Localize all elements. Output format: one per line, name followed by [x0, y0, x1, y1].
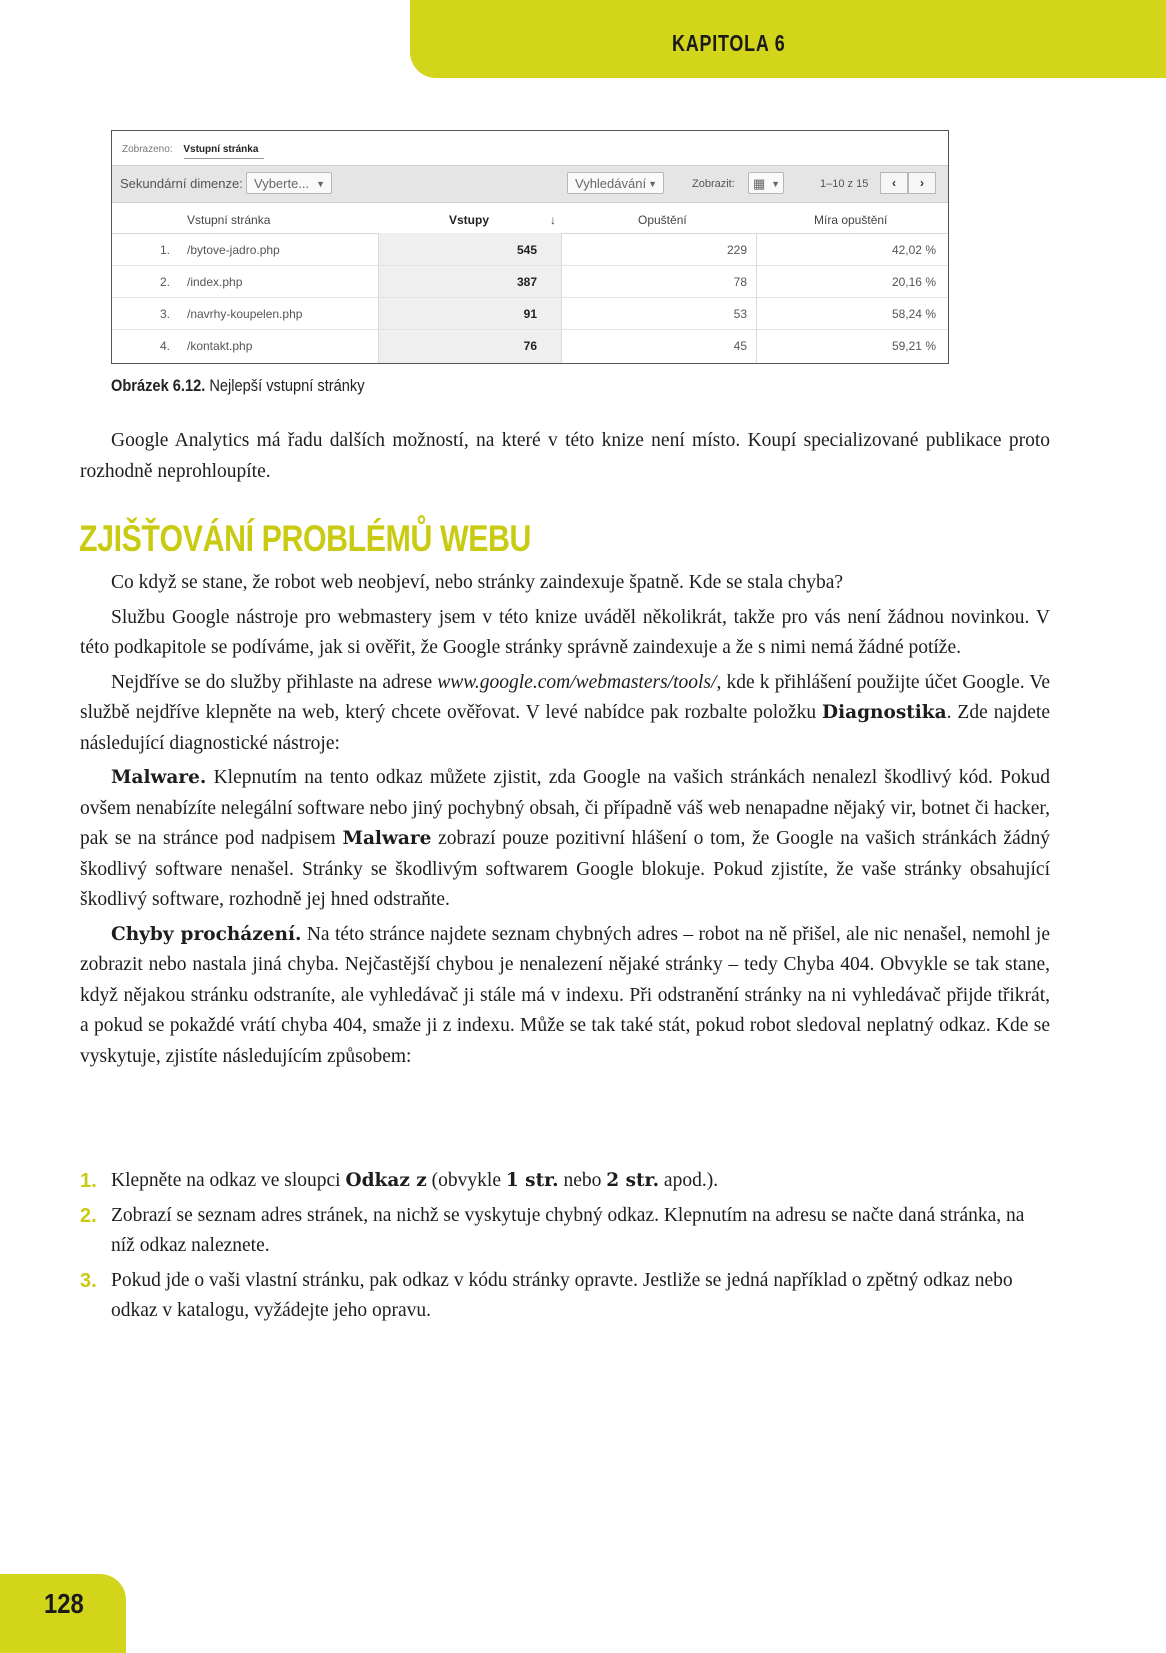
- column-entries[interactable]: Vstupy: [449, 213, 490, 227]
- row-exit-rate: 59,21 %: [891, 339, 936, 353]
- text-run: , kde k přihlášení použijte účet Google. Ve službě nejdříve klepněte na web, který chcete ověřovat. V levé nabídce pak rozbalte položku: [80, 671, 1050, 723]
- row-page-link[interactable]: /bytove-jadro.php: [187, 243, 280, 257]
- text-run: Na této stránce najdete seznam chybných adres – robot na ně přišel, ale nic nenašel, nemohl je zobrazit nebo nastala jiná chyba. Nejčastější chybou je nenalezení nějaké stránky – tedy Chyba 404. Obvykle se tak stane, když nějakou stránku odstraníte, ale vyhledávač ji stále má v indexu. Při odstranění stránky na ni vyhledávač přijde třikrát, a pokud se pokaždé vrátí chyba 404, smaže ji z indexu. Může se tak také stát, pokud robot sledoval neplatný odkaz. Kde se vyskytuje, zjistíte následujícím způsobem:: [80, 923, 1051, 1067]
- row-exits: 45: [733, 339, 747, 353]
- row-exits: 229: [726, 243, 747, 257]
- table-toolbar: [112, 165, 948, 203]
- paragraph: Službu Google nástroje pro webmastery jsem v této knize uváděl několikrát, takže pro vás není žádnou novinkou. V této podkapitole se podíváme, jak si ověřit, že Google stránky správně zaindexuje a že s nimi nemá žádné potíže.: [80, 606, 1050, 658]
- caret-down-icon: ▼: [771, 179, 780, 189]
- bold-term: 2 str.: [606, 1170, 660, 1191]
- column-exit-rate[interactable]: Míra opuštění: [814, 213, 888, 227]
- diagnostika-term: Diagnostika: [822, 702, 947, 723]
- caption-text: Nejlepší vstupní stránky: [209, 376, 365, 395]
- row-entries: 545: [516, 243, 537, 257]
- figure-caption: [111, 376, 365, 396]
- paragraph: [80, 668, 1050, 760]
- chevron-left-icon: ‹: [892, 176, 896, 190]
- caret-down-icon: ▼: [648, 179, 657, 189]
- paragraph: Co když se stane, že robot web neobjeví, nebo stránky zaindexuje špatně. Kde se stala chyba?: [111, 572, 844, 593]
- text-run: zobrazí pouze pozitivní hlášení o tom, že Google na vašich stránkách žádný škodlivý software nenašel. Stránky se škodlivým softwarem Google blokuje. Pokud zjistíte, že vaše stránky obsahující škodlivý software, rozhodně jej hned odstraňte.: [80, 828, 1050, 910]
- row-number: 4.: [160, 339, 171, 353]
- column-exits[interactable]: Opuštění: [638, 213, 687, 227]
- steps-list: [80, 1166, 1050, 1331]
- active-indicator: [184, 158, 264, 159]
- view-mode-label: Zobrazit:: [692, 178, 735, 190]
- secondary-dimension-value: Vyberte...: [254, 176, 310, 191]
- intro-text: Google Analytics má řadu dalších možností, na které v této knize není místo. Koupí specializované publikace proto rozhodně neprohloupíte.: [80, 430, 1050, 482]
- text-run: (obvykle: [426, 1170, 506, 1191]
- step-text: Pokud jde o vaši vlastní stránku, pak odkaz v kódu stránky opravte. Jestliže se jedná například o zpětný odkaz nebo odkaz v katalogu, vyžádejte jeho opravu.: [111, 1269, 1013, 1321]
- search-dropdown-value: Vyhledávání: [575, 176, 647, 191]
- step-text: Zobrazí se seznam adres stránek, na nichž se vyskytuje chybný odkaz. Klepnutím na adresu se načte daná stránka, na níž odkaz naleznete.: [111, 1204, 1025, 1256]
- list-item: [80, 1201, 1050, 1262]
- row-exit-rate: 20,16 %: [891, 275, 936, 289]
- text-run: . Zde najdete následující diagnostické nástroje:: [80, 702, 1050, 754]
- next-page-button[interactable]: [908, 172, 936, 194]
- intro-paragraph: [80, 426, 1050, 491]
- view-label: Zobrazeno:: [122, 144, 173, 155]
- row-number: 2.: [160, 275, 171, 289]
- text-run: Klepnutím na tento odkaz můžete zjistit, zda Google na vašich stránkách nenalezl škodlivý kód. Pokud ovšem nenabízíte nelegální software nebo jiný pochybný obsah, či případně váš web nenapadne nějaký vir, botnet či hacker, pak se na stránce pod nadpisem: [80, 767, 1050, 849]
- column-page[interactable]: Vstupní stránka: [187, 213, 271, 227]
- pagination-range: 1–10 z 15: [820, 178, 869, 190]
- row-exit-rate: 42,02 %: [891, 243, 936, 257]
- chevron-right-icon: ›: [920, 176, 924, 190]
- row-entries: 91: [523, 307, 537, 321]
- step-number: 2.: [80, 1204, 97, 1227]
- table-row: [112, 329, 948, 361]
- caption-label: Obrázek 6.12.: [111, 376, 206, 395]
- table-row: [112, 297, 948, 330]
- view-bar: [122, 144, 258, 155]
- row-entries: 387: [516, 275, 537, 289]
- table-row: [112, 233, 948, 266]
- row-number: 3.: [160, 307, 171, 321]
- crawl-errors-term: Chyby procházení.: [111, 923, 302, 945]
- row-page-link[interactable]: /kontakt.php: [187, 339, 253, 353]
- row-exit-rate: 58,24 %: [891, 307, 936, 321]
- chapter-label: KAPITOLA 6: [672, 30, 786, 56]
- text-run: Klepněte na odkaz ve sloupci: [111, 1170, 346, 1191]
- malware-term: Malware: [342, 828, 432, 849]
- list-item: [80, 1266, 1050, 1327]
- bold-term: 1 str.: [505, 1170, 559, 1191]
- table-row: [112, 265, 948, 298]
- step-number: 1.: [80, 1170, 97, 1192]
- row-page-link[interactable]: /navrhy-koupelen.php: [187, 307, 303, 321]
- secondary-dimension-dropdown[interactable]: [246, 172, 332, 194]
- view-active[interactable]: Vstupní stránka: [183, 144, 259, 155]
- search-dropdown[interactable]: [567, 172, 664, 194]
- webmaster-tools-url: www.google.com/webmasters/tools/: [437, 671, 717, 693]
- caret-down-icon: ▼: [316, 179, 325, 189]
- bold-term: Odkaz z: [345, 1170, 427, 1191]
- chapter-tab: [410, 0, 1166, 78]
- analytics-screenshot: [111, 130, 949, 364]
- table-header: [112, 203, 948, 234]
- section-body: [80, 568, 1050, 1076]
- row-page-link[interactable]: /index.php: [187, 275, 243, 289]
- row-exits: 78: [733, 275, 747, 289]
- row-entries: 76: [523, 339, 537, 353]
- text-run: apod.).: [659, 1170, 719, 1191]
- view-mode-dropdown[interactable]: [748, 172, 784, 194]
- secondary-dimension-label: Sekundární dimenze:: [120, 176, 243, 191]
- row-exits: 53: [733, 307, 747, 321]
- paragraph: [80, 920, 1050, 1073]
- paragraph: [80, 763, 1050, 916]
- text-run: nebo: [558, 1170, 607, 1191]
- row-number: 1.: [160, 243, 171, 257]
- grid-icon: ▦: [753, 176, 766, 191]
- malware-term: Malware.: [111, 767, 207, 788]
- text-run: Nejdříve se do služby přihlaste na adrese: [111, 671, 438, 693]
- section-title: ZJIŠŤOVÁNÍ PROBLÉMŮ WEBU: [79, 518, 532, 559]
- prev-page-button[interactable]: [880, 172, 908, 194]
- step-number: 3.: [80, 1269, 97, 1292]
- page-number: 128: [44, 1588, 84, 1619]
- sort-arrow-icon[interactable]: ↓: [550, 213, 556, 227]
- list-item: [80, 1166, 1050, 1197]
